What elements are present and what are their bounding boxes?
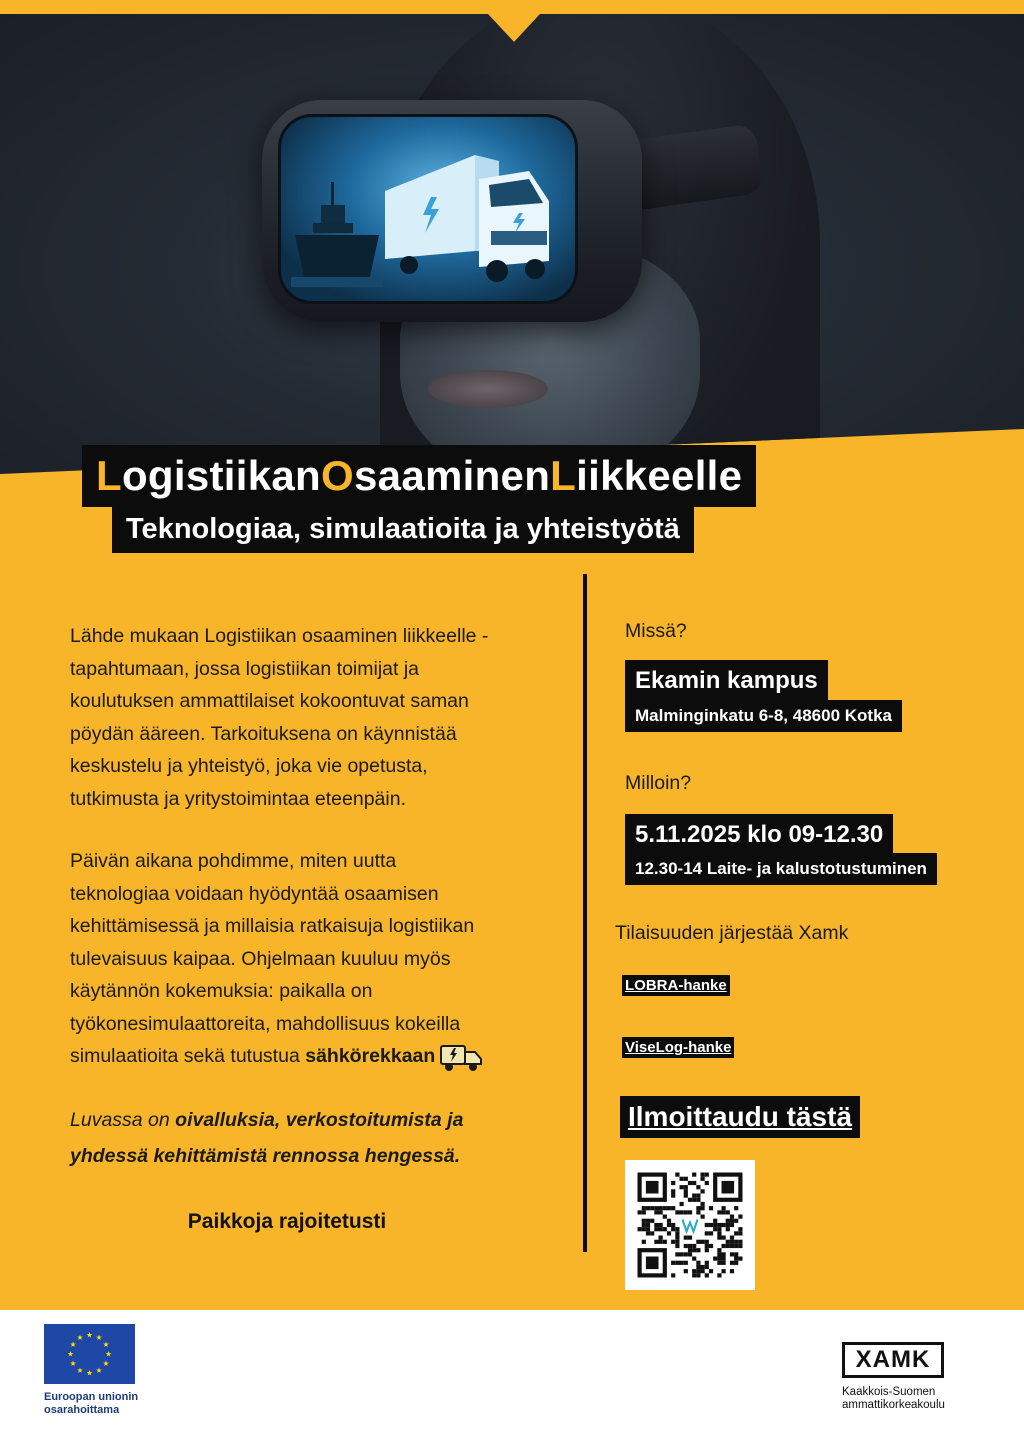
qr-module [726,1240,730,1244]
truck-icon [379,141,559,291]
qr-module [671,1261,675,1265]
eu-star [96,1335,102,1340]
qr-module [734,1240,738,1244]
when-label: Milloin? [625,772,692,794]
qr-module [709,1206,713,1210]
qr-module [684,1244,688,1248]
qr-module [692,1181,696,1185]
lobra-link[interactable]: LOBRA-hanke [622,975,730,996]
qr-module [684,1261,688,1265]
qr-module [726,1223,730,1227]
qr-module [692,1273,696,1277]
qr-module [692,1269,696,1273]
qr-code-graphic [625,1160,755,1290]
qr-module [696,1240,700,1244]
closing-bold-1: oivalluksia, verkostoitumista ja [175,1109,464,1131]
column-divider [583,574,587,1252]
xamk-logo: XAMK [842,1342,944,1378]
qr-module [667,1231,671,1235]
qr-module [705,1240,709,1244]
qr-module [663,1240,667,1244]
qr-module [671,1240,675,1244]
qr-module [675,1244,679,1248]
qr-module [696,1265,700,1269]
eu-star [77,1335,83,1340]
body-line: tutkimusta ja yritystoimintaa eteenpäin. [70,787,406,810]
body-line: tulevaisuus kaipaa. Ohjelmaan kuuluu myös [70,947,451,970]
qr-module [730,1219,734,1223]
electric-truck-text: sähkörekkaan [305,1045,436,1068]
qr-module [650,1231,654,1235]
qr-module [680,1185,684,1189]
eu-star [103,1361,109,1366]
qr-module [722,1223,726,1227]
qr-module [684,1177,688,1181]
qr-module [696,1273,700,1277]
qr-module [654,1223,658,1227]
qr-module [659,1223,663,1227]
eu-star [70,1361,76,1366]
qr-module [675,1252,679,1256]
eu-line-2: osarahoittama [44,1404,120,1416]
qr-module [696,1194,700,1198]
qr-module [705,1261,709,1265]
qr-module [659,1206,663,1210]
intro-text [70,620,570,1074]
qr-module [701,1206,705,1210]
qr-module [680,1202,684,1206]
closing-start: Luvassa on [70,1109,176,1131]
title-part-4: saaminen [354,452,551,499]
eu-star [68,1351,74,1356]
qr-module [642,1227,646,1231]
qr-module [705,1244,709,1248]
qr-module [722,1244,726,1248]
qr-module [671,1227,675,1231]
qr-module [692,1173,696,1177]
hero-image [0,14,1024,474]
qr-module [696,1210,700,1214]
limited-seats: Paikkoja rajoitetusti [187,1210,387,1233]
qr-module [646,1219,650,1223]
qr-module [642,1240,646,1244]
qr-module [701,1269,705,1273]
qr-module [701,1189,705,1193]
qr-module [734,1219,738,1223]
body-line: Lähde mukaan Logistiikan osaaminen liikkeelle - [70,625,489,647]
qr-module [642,1210,646,1214]
qr-module [688,1236,692,1240]
qr-module [701,1265,705,1269]
title-part-3: O [321,452,354,499]
qr-module [675,1227,679,1231]
qr-module [646,1231,650,1235]
qr-module [734,1231,738,1235]
qr-module [688,1210,692,1214]
place-address: Malminginkatu 6-8, 48600 Kotka [625,700,902,732]
qr-module [701,1177,705,1181]
qr-module [675,1240,679,1244]
qr-module [680,1261,684,1265]
qr-module [671,1223,675,1227]
qr-module [730,1240,734,1244]
qr-module [642,1206,646,1210]
qr-module [688,1252,692,1256]
qr-module [659,1227,663,1231]
viselog-link[interactable]: ViseLog-hanke [622,1037,734,1058]
body-line: keskustelu ja yhteistyö, joka vie opetusta, [70,755,428,777]
body-line-last [70,1040,570,1074]
qr-module [701,1240,705,1244]
xamk-name [842,1386,962,1412]
qr-module [730,1269,734,1273]
event-extra-time: 12.30-14 Laite- ja kalustotustuminen [625,853,937,885]
signup-link[interactable]: Ilmoittaudu tästä [620,1096,860,1138]
body-line: käytännön kokemuksia: paikalla on [70,980,373,1002]
qr-module [738,1240,742,1244]
qr-module [667,1219,671,1223]
qr-module [734,1257,738,1261]
qr-module [646,1181,659,1194]
qr-module [671,1181,675,1185]
qr-module [717,1231,721,1235]
qr-module [642,1223,646,1227]
qr-module [675,1261,679,1265]
qr-module [722,1206,726,1210]
qr-module [726,1244,730,1248]
qr-module [671,1273,675,1277]
qr-module [675,1210,679,1214]
qr-module [713,1223,717,1227]
qr-module [688,1248,692,1252]
qr-module [722,1236,726,1240]
qr-module [646,1223,650,1227]
qr-module [692,1194,696,1198]
qr-module [696,1206,700,1210]
qr-module [713,1227,717,1231]
qr-module [642,1219,646,1223]
qr-module [688,1198,692,1202]
subtitle-text: Teknologiaa, simulaatioita ja yhteistyötä [126,512,680,545]
qr-module [684,1236,688,1240]
qr-module [696,1248,700,1252]
qr-module [734,1244,738,1248]
qr-module [692,1248,696,1252]
qr-module [738,1257,742,1261]
qr-module [671,1206,675,1210]
qr-module [722,1252,726,1256]
where-label: Missä? [625,620,687,642]
body-line: tapahtumaan, jossa logistiikan toimijat ja [70,657,420,680]
eu-star [106,1351,112,1356]
closing-text [70,1102,570,1174]
qr-module [684,1252,688,1256]
qr-module [722,1210,726,1214]
event-title [82,445,756,507]
qr-module [726,1227,730,1231]
qr-module [692,1244,696,1248]
qr-module [638,1210,642,1214]
qr-module [722,1181,735,1194]
eu-stars [44,1324,135,1384]
qr-module [717,1248,721,1252]
qr-module [663,1206,667,1210]
qr-module [659,1210,663,1214]
qr-module [663,1227,667,1231]
qr-module [705,1173,709,1177]
qr-module [659,1240,663,1244]
qr-module [675,1236,679,1240]
qr-module [696,1198,700,1202]
qr-module [684,1185,688,1189]
vr-lens [278,114,578,304]
qr-module [646,1257,659,1270]
title-part-5: L [550,452,577,499]
qr-module [713,1257,717,1261]
xamk-line-2: ammattikorkeakoulu [842,1399,945,1411]
qr-module [684,1189,688,1193]
qr-module [722,1269,726,1273]
event-subtitle [112,505,694,553]
qr-module [696,1185,700,1189]
eu-star [87,1370,93,1375]
qr-module [734,1261,738,1265]
qr-module [717,1223,721,1227]
qr-module [705,1248,709,1252]
qr-module [730,1244,734,1248]
qr-module [701,1173,705,1177]
body-line: Päivän aikana pohdimme, miten uutta [70,850,397,872]
qr-module [730,1261,734,1265]
body-line: työkonesimulaattoreita, mahdollisuus kokeilla [70,1012,461,1035]
eu-star [103,1342,109,1347]
place-name: Ekamin kampus [625,660,828,702]
qr-module [717,1210,721,1214]
qr-module [709,1223,713,1227]
qr-module [726,1210,730,1214]
qr-module [675,1173,679,1177]
qr-module [717,1273,721,1277]
qr-module [717,1252,721,1256]
qr-module [650,1206,654,1210]
event-date: 5.11.2025 klo 09-12.30 [625,814,893,856]
qr-module [738,1215,742,1219]
qr-module [709,1231,713,1235]
qr-module [654,1240,658,1244]
ship-icon [291,177,383,287]
qr-module [675,1231,679,1235]
electric-truck-icon [439,1040,483,1074]
qr-module [722,1257,726,1261]
xamk-line-1: Kaakkois-Suomen [842,1386,936,1398]
qr-module [696,1269,700,1273]
qr-module [730,1236,734,1240]
qr-module [688,1244,692,1248]
qr-module [654,1227,658,1231]
qr-module [667,1206,671,1210]
qr-module [713,1219,717,1223]
eu-star [70,1342,76,1347]
qr-module [696,1261,700,1265]
qr-module [680,1210,684,1214]
qr-module [684,1210,688,1214]
qr-module [709,1244,713,1248]
qr-module [738,1231,742,1235]
qr-module [684,1194,688,1198]
qr-module [654,1210,658,1214]
qr-module [705,1223,709,1227]
qr-module [730,1215,734,1219]
qr-module [692,1198,696,1202]
qr-module [654,1206,658,1210]
eu-star [77,1367,83,1372]
qr-module [722,1261,726,1265]
qr-module [717,1236,721,1240]
qr-module [646,1206,650,1210]
qr-module [688,1181,692,1185]
body-line: teknologiaa voidaan hyödyntää osaamisen [70,882,439,905]
qr-module [730,1252,734,1256]
qr-module [738,1227,742,1231]
qr-module [717,1261,721,1265]
organizer-label: Tilaisuuden järjestää Xamk [615,922,849,944]
eu-line-1: Euroopan unionin [44,1391,139,1403]
qr-module [684,1269,688,1273]
qr-module [734,1252,738,1256]
qr-module [738,1244,742,1248]
body-line: pöydän ääreen. Tarkoituksena on käynnistää [70,722,457,745]
body-line: koulutuksen ammattilaiset kokoontuvat saman [70,690,469,712]
qr-module [705,1273,709,1277]
qr-module [671,1194,675,1198]
eu-funding-text [44,1391,144,1417]
qr-module [705,1265,709,1269]
qr-module [646,1227,650,1231]
eu-star [87,1332,93,1337]
eu-star [96,1367,102,1372]
body-line: kehittämisessä ja millaisia ratkaisuja logistiikan [70,915,475,937]
qr-module [701,1215,705,1219]
qr-module [717,1227,721,1231]
qr-module [717,1257,721,1261]
title-part-2: ogistiikan [121,452,322,499]
qr-module [692,1257,696,1261]
qr-module [726,1219,730,1223]
eu-flag-icon [44,1324,135,1384]
qr-module [680,1177,684,1181]
title-part-1: L [96,452,122,499]
qr-module [730,1223,734,1227]
qr-module [701,1202,705,1206]
qr-module [705,1231,709,1235]
qr-module [638,1227,642,1231]
qr-module [663,1215,667,1219]
qr-module [709,1269,713,1273]
qr-module [659,1236,663,1240]
body-text-fragment: simulaatioita sekä tutustua [70,1045,306,1068]
qr-module [680,1252,684,1256]
qr-module [650,1219,654,1223]
closing-bold-2: yhdessä kehittämistä rennossa hengessä. [70,1145,461,1167]
qr-module [734,1206,738,1210]
qr-module [671,1189,675,1193]
qr-code[interactable] [625,1160,755,1290]
lips-shape [428,370,548,408]
title-part-6: iikkeelle [576,452,743,499]
qr-module [667,1223,671,1227]
qr-module [705,1181,709,1185]
